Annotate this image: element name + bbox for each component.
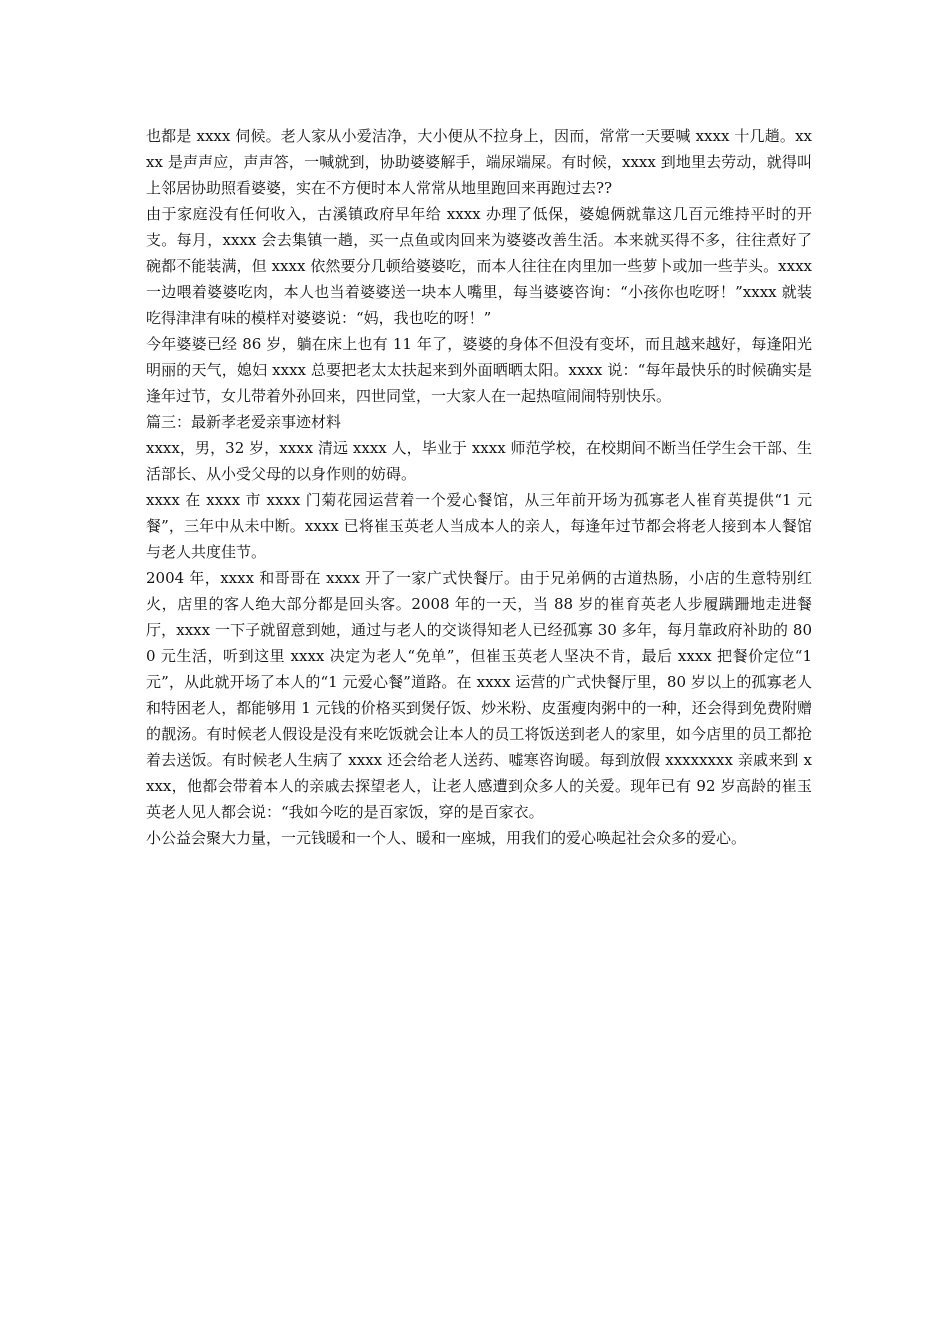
paragraph-restaurant: xxxx 在 xxxx 市 xxxx 门菊花园运营着一个爱心餐馆，从三年前开场为孤寡老人崔育英提供“1 元餐”，三年中从未中断。xxxx 已将崔玉英老人当成本人的亲人，每逢年过节都会将老人接到本人餐馆与老人共度佳节。 [146,491,812,561]
paragraph-profile: xxxx，男，32 岁，xxxx 清远 xxxx 人，毕业于 xxxx 师范学校，在校期间不断当任学生会干部、生活部长、从小受父母的以身作则的妨碍。 [146,439,812,483]
paragraph-care-routine: 也都是 xxxx 伺候。老人家从小爱洁净，大小便从不拉身上，因而，常常一天要喊 xxxx 十几趟。xxxx 是声声应，声声答，一喊就到，协助婆婆解手，端尿端屎。有时候，xxxx 到地里去劳动，就得叫上邻居协助照看婆婆，实在不方便时本人常常从地里跑回来再跑过去?? [146,127,812,197]
paragraph-story: 2004 年，xxxx 和哥哥在 xxxx 开了一家广式快餐厅。由于兄弟俩的古道热肠，小店的生意特别红火，店里的客人绝大部分都是回头客。2008 年的一天，当 88 岁的崔育英老人步履蹒跚地走进餐厅，xxxx 一下子就留意到她，通过与老人的交谈得知老人已经孤寡 30 多年，每月靠政府补助的 800 元生活，听到这里 xxxx 决定为老人“免单”，但崔玉英老人坚决不肯，最后 xxxx 把餐价定位“1 元”，从此就开场了本人的“1 元爱心餐”道路。在 xxxx 运营的广式快餐厅里，80 岁以上的孤寡老人和特困老人，都能够用 1 元钱的价格买到煲仔饭、炒米粉、皮蛋瘦肉粥中的一种，还会得到免费附赠的靓汤。有时候老人假设是没有来吃饭就会让本人的员工将饭送到老人的家里，如今店里的员工都抢着去送饭。有时候老人生病了 xxxx 还会给老人送药、嘘寒咨询暖。每到放假 xxxxxxxx 亲戚来到 xxxx，他都会带着本人的亲戚去探望老人，让老人感遭到众多人的关爱。现年已有 92 岁高龄的崔玉英老人见人都会说：“我如今吃的是百家饭，穿的是百家衣。 [146,569,812,821]
section-heading: 篇三：最新孝老爱亲事迹材料 [146,413,342,431]
document-body [146,123,812,851]
paragraph-livelihood: 由于家庭没有任何收入，古溪镇政府早年给 xxxx 办理了低保，婆媳俩就靠这几百元维持平时的开支。每月，xxxx 会去集镇一趟，买一点鱼或肉回来为婆婆改善生活。本来就买得不多，往往煮好了碗都不能装满，但 xxxx 依然要分几顿给婆婆吃，而本人往往在肉里加一些萝卜或加一些芋头。xxxx 一边喂着婆婆吃肉，本人也当着婆婆送一块本人嘴里，每当婆婆咨询：“小孩你也吃呀！”xxxx 就装吃得津津有味的模样对婆婆说：“妈，我也吃的呀！” [146,205,812,327]
paragraph-closing: 小公益会聚大力量，一元钱暖和一个人、暖和一座城，用我们的爱心唤起社会众多的爱心。 [146,829,747,847]
paragraph-mother-in-law-age: 今年婆婆已经 86 岁，躺在床上也有 11 年了，婆婆的身体不但没有变坏，而且越来越好，每逢阳光明丽的天气，媳妇 xxxx 总要把老太太扶起来到外面晒晒太阳。xxxx 说：“每年最快乐的时候确实是逢年过节，女儿带着外孙回来，四世同堂，一大家人在一起热喧闹闹特别快乐。 [146,335,812,405]
